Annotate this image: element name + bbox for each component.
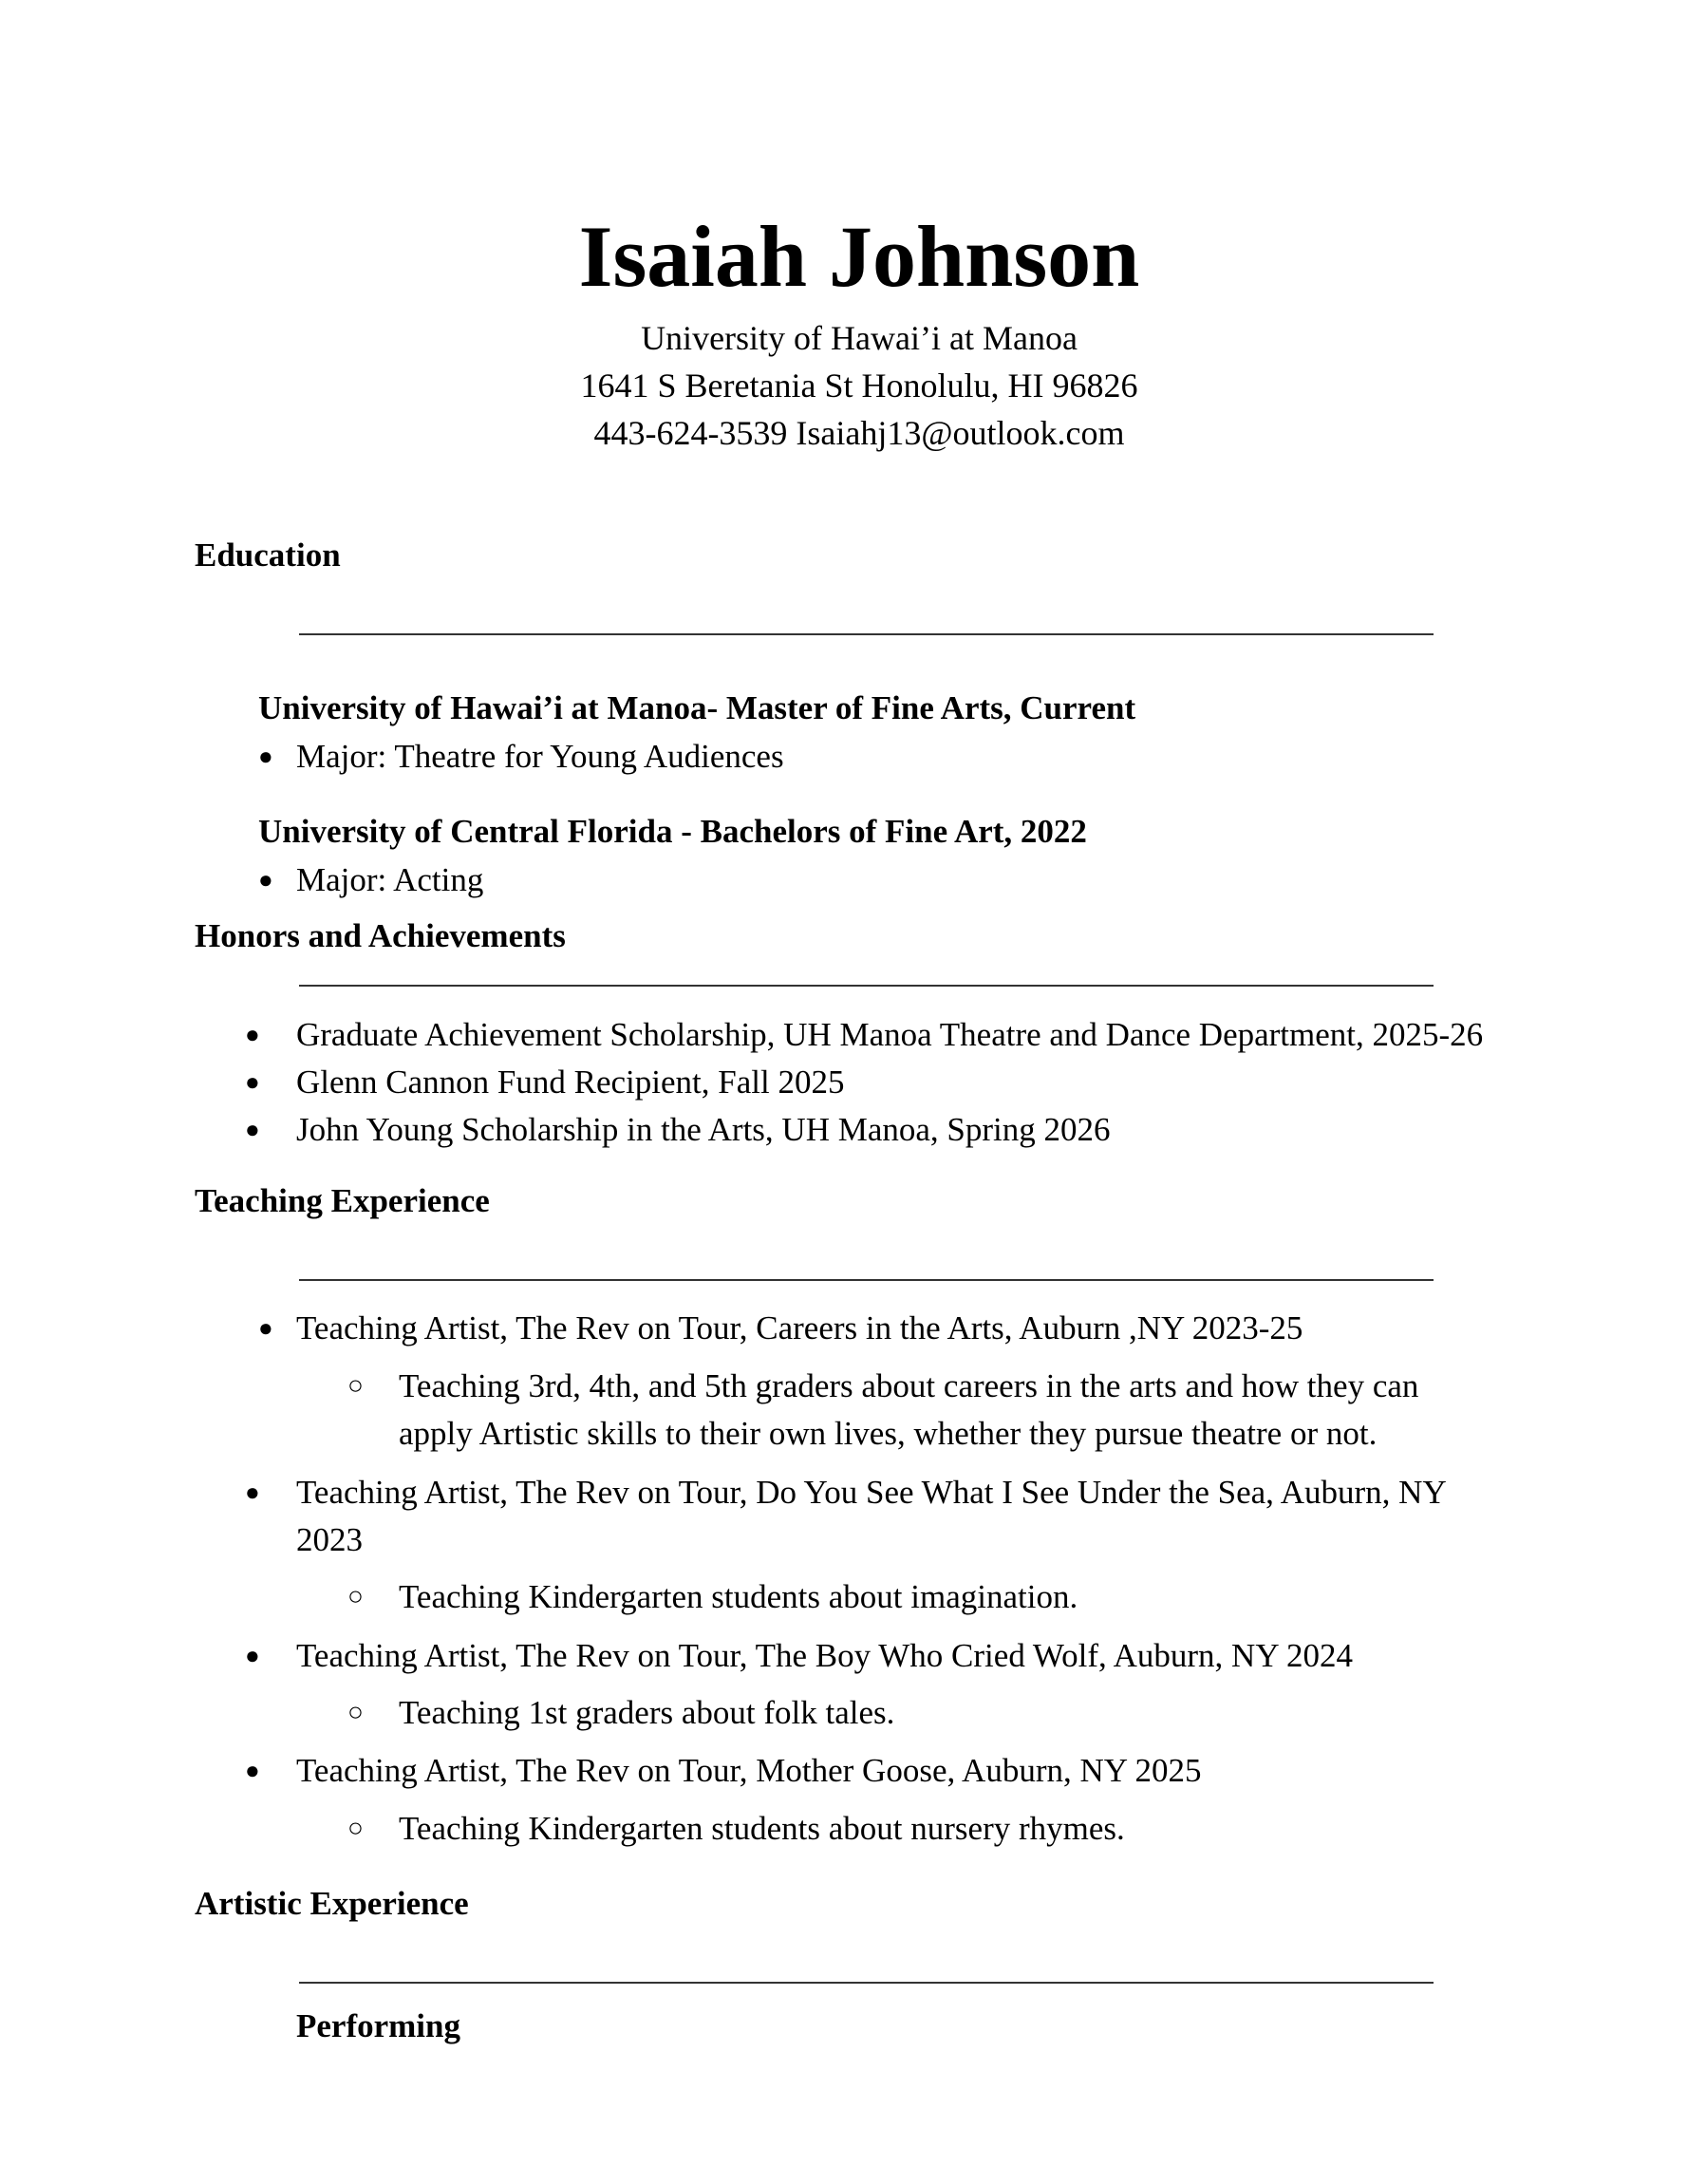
artistic-heading: Artistic Experience [195,1885,469,1922]
education-heading: Education [195,537,341,574]
teaching-item: Teaching Artist, The Rev on Tour, Mother Goose, Auburn, NY 2025 [296,1752,1202,1789]
teaching-item: Teaching Artist, The Rev on Tour, Careers in the Arts, Auburn ,NY 2023-25 [296,1309,1303,1346]
school-line: University of Hawai’i at Manoa [641,319,1078,357]
education-entry-heading: University of Hawai’i at Manoa- Master of Fine Arts, Current [258,689,1136,726]
performing-subheading: Performing [296,2007,460,2044]
honor-item: John Young Scholarship in the Arts, UH Manoa, Spring 2026 [296,1111,1111,1148]
honor-item: Glenn Cannon Fund Recipient, Fall 2025 [296,1064,845,1101]
bullet-icon: ● [245,1068,260,1096]
bullet-icon: ● [245,1757,260,1784]
section-divider [299,1279,1434,1281]
teaching-item: Teaching Artist, The Rev on Tour, Do You See What I See Under the Sea, Auburn, NY [296,1474,1447,1511]
section-divider [299,1982,1434,1984]
bullet-icon: ● [245,1116,260,1143]
honor-item: Graduate Achievement Scholarship, UH Manoa Theatre and Dance Department, 2025-26 [296,1016,1484,1053]
teaching-detail: Teaching 1st graders about folk tales. [399,1694,895,1731]
teaching-detail: Teaching 3rd, 4th, and 5th graders about careers in the arts and how they can [399,1367,1419,1404]
teaching-detail: Teaching Kindergarten students about nursery rhymes. [399,1810,1125,1847]
sub-bullet-icon: ○ [347,1814,364,1843]
bullet-icon: ● [245,1021,260,1048]
teaching-detail: Teaching Kindergarten students about imagination. [399,1578,1078,1615]
teaching-heading: Teaching Experience [195,1182,490,1219]
resume-name: Isaiah Johnson [578,208,1140,305]
teaching-item-continued: 2023 [296,1521,363,1558]
honors-heading: Honors and Achievements [195,917,566,954]
education-entry-heading: University of Central Florida - Bachelors of Fine Art, 2022 [258,813,1087,850]
sub-bullet-icon: ○ [347,1698,364,1727]
phone-email-line: 443-624-3539 Isaiahj13@outlook.com [593,414,1125,452]
section-divider [299,633,1434,635]
education-entry-detail: Major: Acting [296,861,484,898]
sub-bullet-icon: ○ [347,1582,364,1611]
sub-bullet-icon: ○ [347,1371,364,1401]
bullet-icon: ● [258,866,273,894]
teaching-detail: apply Artistic skills to their own lives, whether they pursue theatre or not. [399,1415,1378,1452]
bullet-icon: ● [258,1314,273,1342]
section-divider [299,985,1434,987]
address-line: 1641 S Beretania St Honolulu, HI 96826 [580,367,1138,405]
bullet-icon: ● [245,1642,260,1669]
bullet-icon: ● [245,1478,260,1506]
bullet-icon: ● [258,743,273,770]
teaching-item: Teaching Artist, The Rev on Tour, The Boy Who Cried Wolf, Auburn, NY 2024 [296,1637,1354,1674]
education-entry-detail: Major: Theatre for Young Audiences [296,738,784,775]
